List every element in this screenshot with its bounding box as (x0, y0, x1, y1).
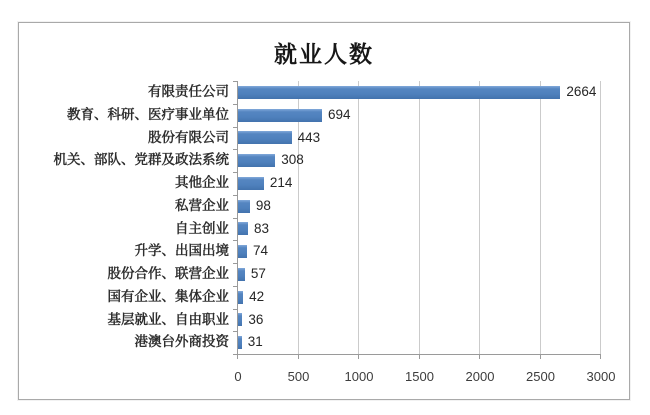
x-tick-label: 2500 (526, 369, 555, 384)
category-label: 有限责任公司 (148, 84, 229, 99)
category-label: 教育、科研、医疗事业单位 (67, 106, 229, 122)
x-tick-label: 0 (234, 369, 242, 384)
y-axis-tick (233, 127, 237, 128)
bar-value-label: 98 (255, 197, 271, 213)
gridline (600, 81, 601, 354)
x-axis-tick (540, 355, 541, 359)
bar-value-label: 57 (250, 266, 266, 281)
bar (238, 177, 264, 190)
x-axis-tick (419, 355, 420, 359)
y-axis-tick (233, 218, 237, 219)
x-tick-label: 500 (287, 369, 310, 384)
category-label: 股份有限公司 (148, 129, 229, 145)
x-tick-label: 1500 (405, 369, 434, 384)
x-tick-label: 3000 (586, 369, 616, 384)
chart-frame (18, 22, 630, 400)
bar-value-label: 83 (254, 220, 270, 236)
y-axis-tick (233, 331, 237, 332)
bar-value-label: 42 (249, 288, 265, 304)
y-axis-tick (233, 195, 237, 196)
y-axis-tick (233, 263, 237, 264)
category-label: 自主创业 (175, 220, 229, 236)
category-label: 私营企业 (175, 197, 229, 213)
x-axis-tick (237, 355, 238, 359)
bar-value-label: 74 (252, 243, 268, 259)
category-label: 机关、部队、党群及政法系统 (53, 152, 229, 168)
y-axis-tick (233, 81, 237, 82)
category-label: 其他企业 (175, 175, 229, 190)
gridline (358, 81, 359, 354)
bar (238, 86, 560, 99)
category-label: 基层就业、自由职业 (107, 311, 229, 327)
bar (238, 291, 243, 304)
gridline (298, 81, 299, 354)
category-label: 港澳台外商投资 (134, 334, 229, 350)
bar-value-label: 443 (297, 129, 321, 145)
bar (238, 154, 275, 167)
bar-value-label: 694 (327, 106, 351, 122)
bar (238, 200, 250, 213)
x-tick-label: 1000 (344, 369, 374, 384)
y-axis-tick (233, 149, 237, 150)
bar (238, 336, 242, 349)
bar-value-label: 36 (248, 311, 264, 327)
x-tick-label: 2000 (465, 369, 495, 384)
x-axis-tick (298, 355, 299, 359)
gridline (419, 81, 420, 354)
bar (238, 313, 242, 326)
x-axis-tick (358, 355, 359, 359)
bar-value-label: 308 (281, 152, 304, 168)
y-axis-tick (233, 286, 237, 287)
bar (238, 245, 247, 258)
gridline (540, 81, 541, 354)
y-axis-tick (233, 172, 237, 173)
bar-value-label: 214 (269, 175, 293, 190)
y-axis-tick (233, 240, 237, 241)
bar (238, 109, 322, 122)
bar-value-label: 2664 (566, 84, 597, 99)
x-axis-tick (479, 355, 480, 359)
bar (238, 131, 292, 144)
plot-area (234, 81, 616, 384)
x-axis-tick (600, 355, 601, 359)
y-axis-tick (233, 104, 237, 105)
chart-title: 就业人数 (274, 41, 374, 67)
bar (238, 268, 245, 281)
category-label: 股份合作、联营企业 (107, 266, 229, 281)
category-label: 国有企业、集体企业 (107, 288, 229, 304)
y-axis-tick (233, 354, 237, 355)
bar (238, 222, 248, 235)
y-axis-tick (233, 309, 237, 310)
gridline (479, 81, 480, 354)
category-label: 升学、出国出境 (134, 243, 229, 259)
bar-value-label: 31 (247, 334, 263, 350)
